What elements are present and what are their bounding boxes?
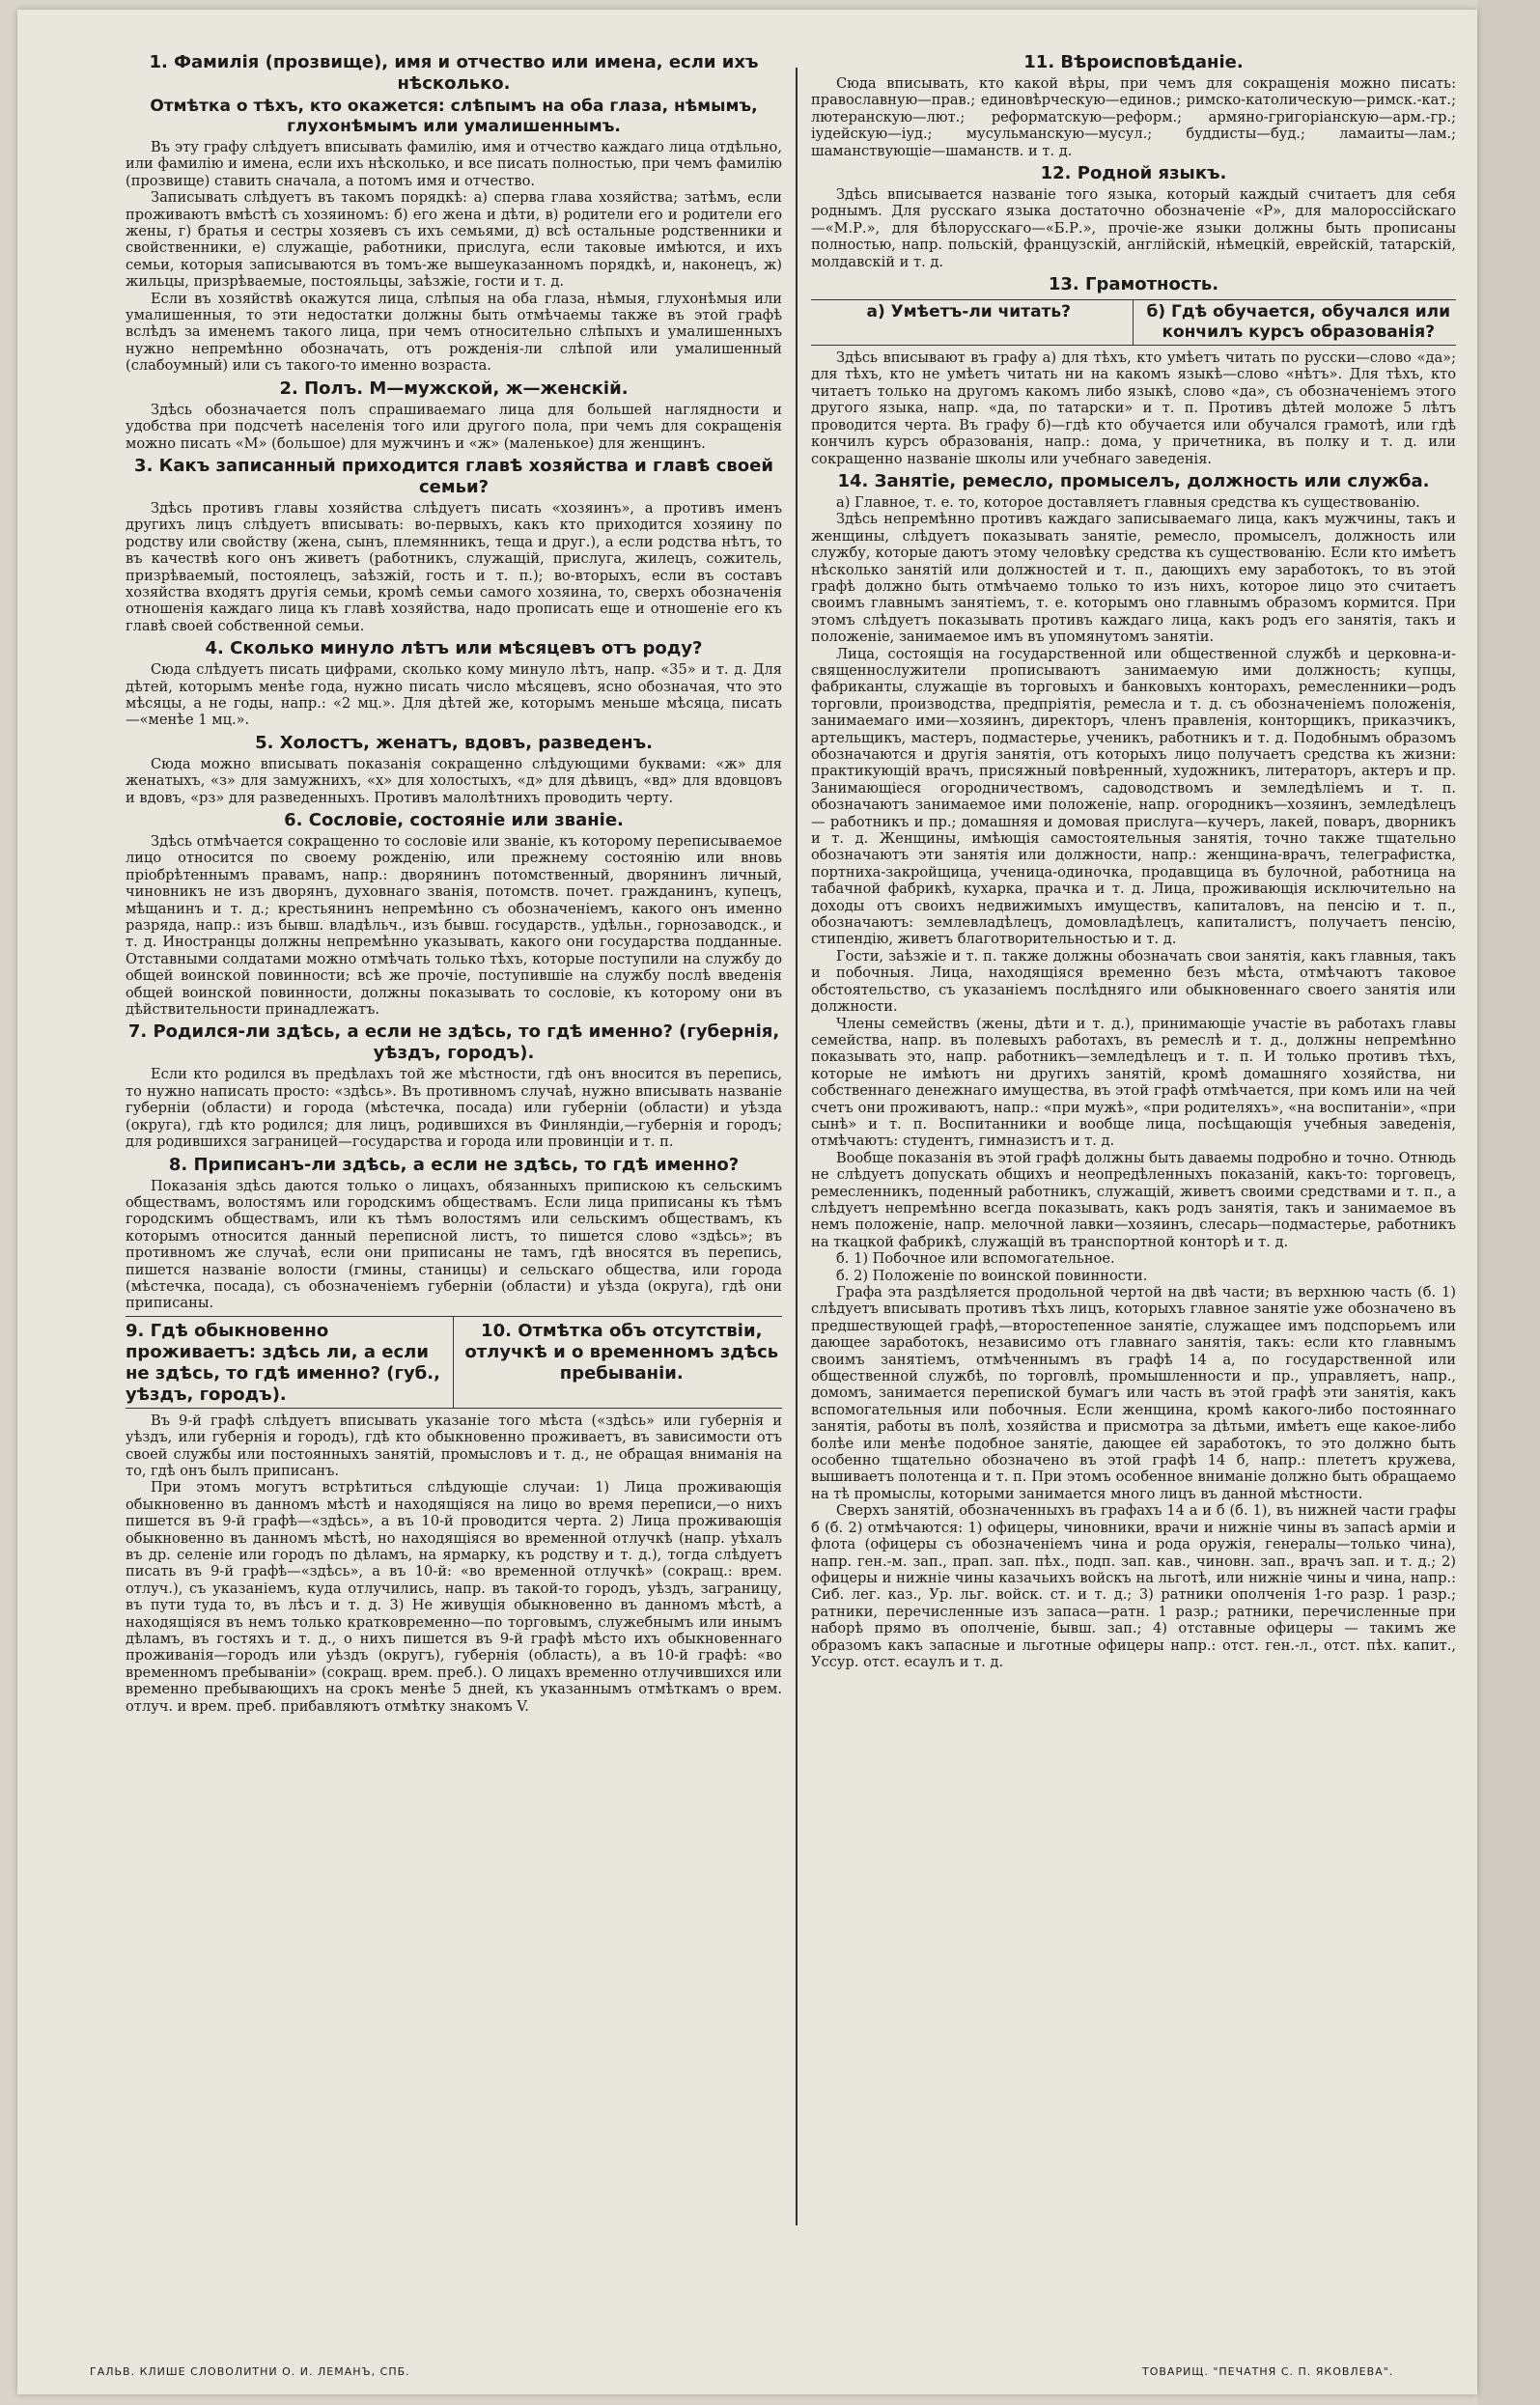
section-9-heading-cell: [126, 1317, 454, 1408]
section-heading: 13. Грамотность.: [1048, 274, 1219, 295]
column-divider: [796, 68, 798, 2225]
paragraph: Графа эта раздѣляется продольной чертой на двѣ части; въ верхнюю часть (б. 1) слѣдуетъ вписывать противъ тѣхъ лицъ, которыхъ главное занятіе уже обозначено въ предшествующей графѣ,—второстепенное занятіе, служащее имъ подспорьемъ или дающее заработокъ, независимо отъ главнаго занятія, такъ: если кто главнымъ своимъ занятіемъ, отмѣченнымъ въ графѣ 14 а, по государственной или общественной службѣ, по торговлѣ, промышленности и пр., управляетъ, напр., домомъ, занимается перепиской бумагъ или часть въ этой графѣ эти занятія, какъ вспомогательныя или побочныя. Если женщина, кромѣ какого-либо постояннаго занятія, работы въ полѣ, хозяйства и присмотра за дѣтьми, имѣетъ еще какое-либо болѣе или менѣе подобное занятіе, дающее ей заработокъ, то это должно быть особенно тщательно обозначено въ этой графѣ 14 б, напр.: плететъ кружева, вышиваетъ полотенца и т. п. При этомъ особенное вниманіе должно быть обращаемо на тѣ промыслы, которыми занимается много лицъ въ данной мѣстности.: [811, 1284, 1456, 1502]
section-heading: 11. Вѣроисповѣданіе.: [1023, 52, 1244, 72]
census-instructions-sheet: [17, 10, 1477, 2394]
section-subheading: Отмѣтка о тѣхъ, кто окажется: слѣпымъ на оба глаза, нѣмымъ, глухонѣмымъ или умалишеннымъ.: [150, 97, 758, 136]
paragraph: Сюда вписывать, кто какой вѣры, при чемъ для сокращенія можно писать: православную—прав.; единовѣрческую—единов.; римско-католическую—римск.-кат.; лютеранскую—лют.; реформатскую—реформ.; армяно-григоріанскую—арм.-гр.; іудейскую—іуд.; мусульманскую—мусул.; буддисты—буд.; ламаиты—лам.; шаманствующіе—шаманств. и т. д.: [811, 75, 1456, 159]
footer-left-imprint: ГАЛЬВ. КЛИШЕ СЛОВОЛИТНИ О. И. ЛЕМАНЪ, СПБ.: [90, 2365, 410, 2378]
section-heading: 6. Сословіе, состояніе или званіе.: [284, 810, 624, 830]
adjacent-page-edge: [1477, 0, 1540, 2405]
paragraph: Гости, заѣзжіе и т. п. также должны обозначать свои занятія, какъ главныя, такъ и побочныя. Лица, находящіяся временно безъ мѣста, отмѣчаютъ таковое обстоятельство, съ указаніемъ послѣдняго или обыкновеннаго своего занятія или должности.: [811, 947, 1456, 1016]
paragraph: б. 2) Положеніе по воинской повинности.: [836, 1267, 1148, 1284]
paragraph: Здѣсь противъ главы хозяйства слѣдуетъ писать «хозяинъ», а противъ именъ другихъ лицъ слѣдуетъ вписывать: во-первыхъ, какъ кто приходится хозяину по родству или свойству (жена, сынъ, племянникъ, теща и друг.), а если родства нѣтъ, то въ качествѣ кого онъ живетъ (работникъ, служащій, прислуга, жилецъ, сожитель, призрѣваемый, постоялецъ, заѣзжій, гость и т. п.); во-вторыхъ, если въ составъ хозяйства входятъ другія семьи, кромѣ семьи самого хозяина, то, сверхъ обозначенія отношенія каждаго лица къ главѣ хозяйства, надо прописать еще и отношеніе его къ главѣ своей собственной семьи.: [126, 499, 782, 634]
paragraph: Здѣсь непремѣнно противъ каждаго записываемаго лица, какъ мужчины, такъ и женщины, слѣдуетъ показывать занятіе, ремесло, промыселъ, должность или службу, которые даютъ этому человѣку средства къ существованію. Если кто имѣетъ нѣсколько занятій или должностей и т. п., дающихъ ему заработокъ, то въ этой графѣ должно быть отмѣчаемо только то изъ нихъ, которое лицо это считаетъ своимъ главнымъ занятіемъ, т. е. которымъ оно главнымъ образомъ кормится. При этомъ слѣдуетъ показывать противъ каждаго лица, какъ родъ его занятія, такъ и положеніе, занимаемое имъ въ упомянутомъ занятіи.: [811, 511, 1456, 646]
literacy-col-a: [811, 300, 1134, 345]
footer-right-imprint: ТОВАРИЩ. "ПЕЧАТНЯ С. П. ЯКОВЛЕВА".: [1142, 2365, 1394, 2378]
paragraph: Записывать слѣдуетъ въ такомъ порядкѣ: а) сперва глава хозяйства; затѣмъ, если проживаютъ вмѣстѣ съ хозяиномъ: б) его жена и дѣти, в) родители его и родители его жены, г) братья и сестры хозяевъ съ ихъ семьями, д) всѣ остальные родственники и свойственники, е) служащіе, работники, прислуга, если таковые имѣются, и ихъ семьи, которыя записываются въ томъ-же вышеуказанномъ порядкѣ, и, наконецъ, ж) жильцы, призрѣваемые, постояльцы, заѣзжіе, гости и т. д.: [126, 189, 782, 291]
section-9-heading: 9. Гдѣ обыкновенно проживаетъ: здѣсь ли, а если не здѣсь, то гдѣ именно? (губ., уѣздъ, городъ).: [126, 1320, 440, 1405]
literacy-a-heading: а) Умѣетъ-ли читать?: [866, 302, 1072, 322]
paragraph: Въ 9-й графѣ слѣдуетъ вписывать указаніе того мѣста («здѣсь» или губернія и уѣздъ, или губернія и городъ), гдѣ кто обыкновенно проживаетъ, въ зависимости отъ своей службы или постоянныхъ занятій, промысловъ и т. д., не обращая вниманія на то, гдѣ онъ былъ приписанъ.: [126, 1412, 782, 1479]
literacy-split-box: [811, 299, 1456, 346]
paragraph: Показанія здѣсь даются только о лицахъ, обязанныхъ припискою къ сельскимъ обществамъ, волостямъ или городскимъ обществамъ. Если лица приписаны къ тѣмъ городскимъ обществамъ, или къ тѣмъ волостямъ или сельскимъ обществамъ, къ которымъ относится данный переписной листъ, то пишется слово «здѣсь»; въ противномъ же случаѣ, если они приписаны не тамъ, гдѣ вносятся въ перепись, пишется названіе волости (гмины, станицы) и сельскаго общества, или города (мѣстечка, посада), съ обозначеніемъ губерніи (области) и уѣзда (округа), гдѣ они приписаны.: [126, 1177, 782, 1312]
paragraph: Здѣсь обозначается полъ спрашиваемаго лица для большей наглядности и удобства при подсчетѣ населенія того или другого пола, при чемъ для сокращенія можно писать «М» (большое) для мужчинъ и «ж» (маленькое) для женщинъ.: [126, 401, 782, 452]
paragraph: Здѣсь отмѣчается сокращенно то сословіе или званіе, къ которому переписываемое лицо относится по своему рожденію, или прежнему состоянію или вновь пріобрѣтеннымъ правамъ, напр.: дворянинъ потомственный, дворянинъ личный, чиновникъ не изъ дворянъ, духовнаго званія, потомств. почет. гражданинъ, купецъ, мѣщанинъ и т. д.; крестьянинъ непремѣнно съ обозначеніемъ, какого онъ именно разряда, напр.: изъ бывш. владѣльч., изъ бывш. государств., удѣльн., горнозаводск., и т. д. Иностранцы должны непремѣнно указывать, какого они государства подданные. Отставными солдатами можно отмѣчать только тѣхъ, которые поступили на службу до общей воинской повинности; всѣ же прочіе, поступившіе на службу послѣ введенія общей воинской повинности, должны показывать то сословіе, къ которому они въ дѣйствительности принадлежатъ.: [126, 833, 782, 1019]
paragraph: Сюда слѣдуетъ писать цифрами, сколько кому минуло лѣтъ, напр. «35» и т. д. Для дѣтей, которымъ менѣе года, нужно писать число мѣсяцевъ, ясно обозначая, что это мѣсяцы, а не годы, напр.: «2 мц.». Для дѣтей же, которымъ меньше мѣсяца, писать—«менѣе 1 мц.».: [126, 661, 782, 729]
paragraph: Если въ хозяйствѣ окажутся лица, слѣпыя на оба глаза, нѣмыя, глухонѣмыя или умалишенныя, то эти недостатки должны быть отмѣчаемы также въ этой графѣ вслѣдъ за именемъ такого лица, при чемъ относительно слѣпыхъ и умалишенныхъ нужно непремѣнно обозначать, отъ рожденія-ли слѣпой или умалишенный (слабоумный) или съ такого-то именно возраста.: [126, 290, 782, 375]
section-10-heading-cell: [454, 1317, 783, 1408]
section-heading: 7. Родился-ли здѣсь, а если не здѣсь, то гдѣ именно? (губернія, уѣздъ, городъ).: [127, 1021, 780, 1064]
sections-9-10-header-box: [126, 1316, 782, 1409]
paragraph: Если кто родился въ предѣлахъ той же мѣстности, гдѣ онъ вносится въ перепись, то нужно написать просто: «здѣсь». Въ противномъ случаѣ, нужно вписывать названіе губерніи (области) и города (мѣстечка, посада) или губерніи (области) и уѣзда (округа), гдѣ кто родился; для лицъ, родившихся въ Финляндіи,—губернія и городъ; для родившихся заграницей—государства и города или провинціи и т. п.: [126, 1066, 782, 1151]
paragraph: а) Главное, т. е. то, которое доставляетъ главныя средства къ существованію.: [836, 493, 1420, 511]
section-heading: 1. Фамилія (прозвище), имя и отчество или имена, если ихъ нѣсколько.: [149, 52, 759, 94]
literacy-col-b: [1134, 300, 1457, 345]
section-heading: 4. Сколько минуло лѣтъ или мѣсяцевъ отъ роду?: [205, 638, 703, 659]
paragraph: Вообще показанія въ этой графѣ должны быть даваемы подробно и точно. Отнюдь не слѣдуетъ допускать общихъ и неопредѣленныхъ показаній, какъ-то: торговецъ, ремесленникъ, поденный работникъ, служащій, живетъ своими средствами и т. п., а слѣдуетъ непремѣнно всегда показывать, какъ родъ занятія, такъ и занимаемое въ немъ положеніе, напр. мелочной лавки—хозяинъ, слесарь—подмастерье, работникъ на ткацкой фабрикѣ, служащій въ транспортной конторѣ и т. д.: [811, 1149, 1456, 1250]
paragraph: Члены семействъ (жены, дѣти и т. д.), принимающіе участіе въ работахъ главы семейства, напр. въ полевыхъ работахъ, въ ремеслѣ и т. д., должны непремѣнно показывать это, напр. работникъ—земледѣлецъ и т. п. И только противъ тѣхъ, которые не имѣютъ ни другихъ занятій, кромѣ домашняго хозяйства, ни собственнаго денежнаго имущества, въ этой графѣ отмѣчается, при комъ или на чей счетъ они проживаютъ, напр.: «при мужѣ», «при родителяхъ», «на воспитаніи», «при сынѣ» и т. п. Воспитанники и вообще лица, посѣщающія учебныя заведенія, отмѣчаютъ: студентъ, гимназистъ и т. д.: [811, 1015, 1456, 1150]
paragraph: Здѣсь вписывается названіе того языка, который каждый считаетъ для себя роднымъ. Для русскаго языка достаточно обозначеніе «Р», для малороссійскаго—«М.Р.», для бѣлорусскаго—«Б.Р.», прочіе-же языки должны быть прописаны полностью, напр. польскій, французскій, англійскій, нѣмецкій, еврейскій, татарскій, молдавскій и т. д.: [811, 186, 1456, 270]
paragraph: Сверхъ занятій, обозначенныхъ въ графахъ 14 а и б (б. 1), въ нижней части графы б (б. 2) отмѣчаются: 1) офицеры, чиновники, врачи и нижніе чины въ запасѣ арміи и флота (офицеры съ обозначеніемъ чина и рода оружія, генералы—только чина), напр. ген.-м. зап., прап. зап. пѣх., подп. зап. кав., чиновн. зап., врачъ зап. и т. д.; 2) офицеры и нижніе чины казачьихъ войскъ на льготѣ, или нижніе чины и чина, напр.: Сиб. лег. каз., Ур. льг. войск. ст. и т. д.; 3) ратники ополченія 1-го разр. 1 разр.; ратники, перечисленные изъ запаса—ратн. 1 разр.; ратники, перечисленные при наборѣ прямо въ ополченіе, бывш. зап.; 4) отставные офицеры — такимъ же образомъ какъ запасные и льготные офицеры напр.: отст. ген.-л., отст. пѣх. капит., Уссур. отст. есаулъ и т. д.: [811, 1502, 1456, 1670]
literacy-b-heading: б) Гдѣ обучается, обучался или кончилъ курсъ образованія?: [1146, 302, 1450, 343]
section-heading: 12. Родной языкъ.: [1040, 163, 1227, 184]
left-column: [126, 48, 782, 1715]
section-heading: 14. Занятіе, ремесло, промыселъ, должность или служба.: [837, 470, 1430, 491]
section-heading: 5. Холостъ, женатъ, вдовъ, разведенъ.: [255, 732, 653, 753]
right-column: [811, 48, 1456, 1670]
paragraph: Въ эту графу слѣдуетъ вписывать фамилію, имя и отчество каждаго лица отдѣльно, или фамилію и имена, если ихъ нѣсколько, и все писать полностью, при чемъ фамилію (прозвище) ставить сначала, а потомъ имя и отчество.: [126, 139, 782, 189]
paragraph: При этомъ могутъ встрѣтиться слѣдующіе случаи: 1) Лица проживающія обыкновенно въ данномъ мѣстѣ и находящіяся на лицо во время переписи,—о нихъ пишется въ 9-й графѣ—«здѣсь», а въ 10-й проводится черта. 2) Лица проживающія обыкновенно въ данномъ мѣстѣ, но находящіяся во временной отлучкѣ (напр. уѣхалъ въ др. селеніе или городъ по дѣламъ, на ярмарку, къ родству и т. д.), тогда слѣдуетъ писать въ 9-й графѣ—«здѣсь», а въ 10-й: «во временной отлучкѣ» (сокращ.: врем. отлуч.), съ указаніемъ, куда отлучились, напр. въ такой-то городъ, уѣздъ, заграницу, въ пути тудa то, въ лѣсъ и т. д. 3) Не живущія обыкновенно въ данномъ мѣстѣ, а находящіяся въ немъ только кратковременно—по торговымъ, служебнымъ или инымъ дѣламъ, въ гостяхъ и т. д., о нихъ пишется въ 9-й графѣ мѣсто ихъ обыкновеннаго проживанія—городъ или уѣздъ (округъ), губернія (область), а въ 10-й графѣ: «во временномъ пребываніи» (сокращ. врем. преб.). О лицахъ временно отлучившихся или временно пребывающихъ на срокъ менѣе 5 дней, къ указаннымъ отмѣткамъ о врем. отлуч. и врем. преб. прибавляютъ отмѣтку знакомъ V.: [126, 1479, 782, 1715]
section-heading: 8. Приписанъ-ли здѣсь, а если не здѣсь, то гдѣ именно?: [168, 1154, 740, 1175]
paragraph: б. 1) Побочное или вспомогательное.: [836, 1250, 1115, 1268]
section-heading: 2. Полъ. М—мужской, ж—женскій.: [279, 378, 629, 399]
paragraph: Сюда можно вписывать показанія сокращенно слѣдующими буквами: «ж» для женатыхъ, «з» для замужнихъ, «х» для холостыхъ, «д» для дѣвицъ, «вд» для вдовцовъ и вдовъ, «рз» для разведенныхъ. Противъ малолѣтнихъ проводить черту.: [126, 755, 782, 806]
paragraph: Здѣсь вписывают въ графу а) для тѣхъ, кто умѣетъ читать по русски—слово «да»; для тѣхъ, кто не умѣетъ читать ни на какомъ языкѣ—слово «нѣтъ». Для тѣхъ, кто читаетъ только на другомъ какомъ либо языкѣ, слово «да», съ обозначеніемъ этого другого языка, напр. «да, по татарски» и т. п. Противъ дѣтей моложе 5 лѣтъ проводится черта. Въ графу б)—гдѣ кто обучается или обучался грамотѣ, или гдѣ кончилъ курсъ образованія, напр.: дома, у причетника, въ полку и т. д. или сокращенно названіе школы или учебнаго заведенія.: [811, 350, 1456, 467]
paragraph: Лица, состоящія на государственной или общественной службѣ и церковна-и-священнослужители прописываютъ занимаемую ими должность; купцы, фабриканты, служащіе въ торговыхъ и банковыхъ конторахъ, ремесленники—родъ торговли, производства, предпріятія, ремесла и т. д. съ обозначеніемъ положенія, занимаемаго ими—хозяинъ, директоръ, членъ правленія, конторщикъ, приказчикъ, артельщикъ, мастеръ, подмастерье, ученикъ, работникъ и т. д. Подобнымъ образомъ обозначаются и другія занятія, отъ которыхъ лицо получаетъ средства къ жизни: практикующій врачъ, присяжный повѣренный, художникъ, литераторъ, актеръ и пр. Занимающіеся огородничествомъ, садоводствомъ и земледѣліемъ и т. п. обозначаютъ занимаемое ими положеніе, напр. огородникъ—хозяинъ, земледѣлецъ — работникъ и пр.; домашняя и домовая прислуга—кучеръ, лакей, поваръ, дворникъ и т. д. Женщины, имѣющія самостоятельныя занятія, точно также тщательно обозначаютъ эти занятія или должности, напр.: женщина-врачъ, телеграфистка, портниха-закройщица, ученица-одиночка, продавщица въ булочной, работница на табачной фабрикѣ, кухарка, прачка и т. д. Лица, проживающія исключительно на доходы отъ своихъ недвижимыхъ имуществъ, капиталовъ, на пенсію и т. п., обозначаютъ: землевладѣлецъ, домовладѣлецъ, капиталистъ, получаетъ пенсію, стипендію, живетъ благотворительностью и т. д.: [811, 645, 1456, 948]
section-10-heading: 10. Отмѣтка объ отсутствіи, отлучкѣ и о временномъ здѣсь пребываніи.: [464, 1320, 779, 1384]
section-heading: 3. Какъ записанный приходится главѣ хозяйства и главѣ своей семьи?: [134, 455, 773, 497]
